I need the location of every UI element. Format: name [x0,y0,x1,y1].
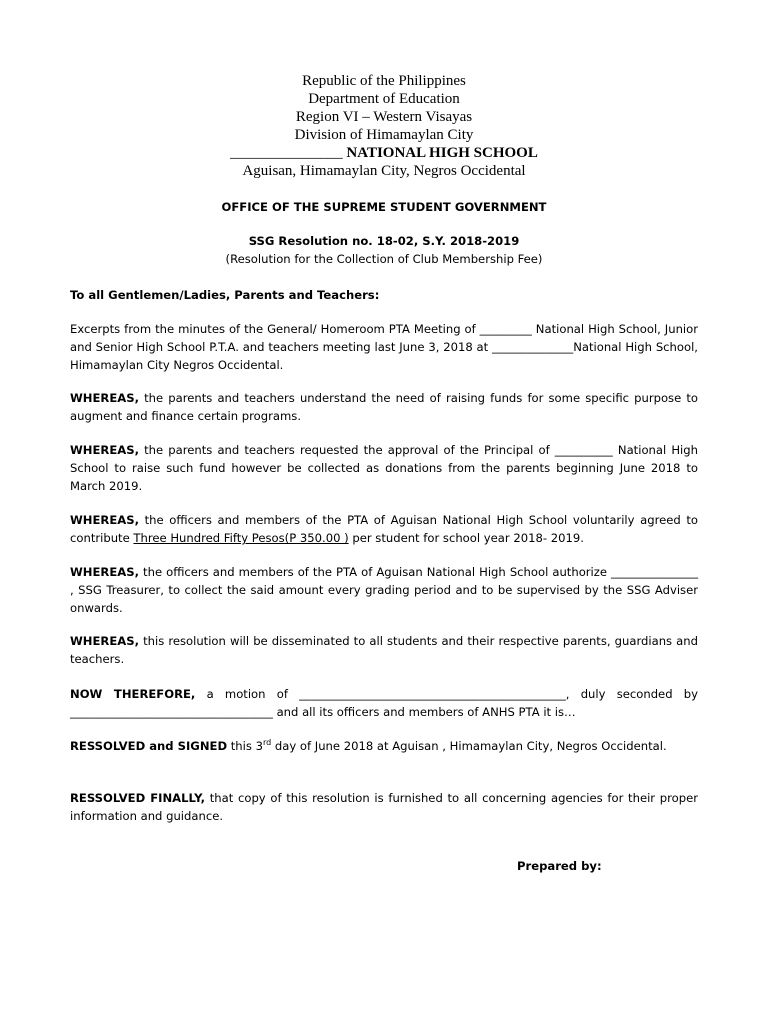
whereas-text: the officers and members of the PTA of Aguisan National High School authorize _______________ , SSG Treasurer, to collect the said amount every grading period and to be supervised by the SSG Adviser onwards. [70,565,698,616]
whereas-text: the parents and teachers understand the need of raising funds for some specific purpose to augment and finance certain programs. [70,391,698,424]
whereas-lead: WHEREAS, [70,513,139,527]
contribution-amount: Three Hundred Fifty Pesos(P 350.00 ) [133,531,349,546]
prepared-by-label: Prepared by: [517,859,602,873]
whereas-paragraph-4 [70,563,698,618]
whereas-paragraph-5 [70,632,698,668]
resolved-signed-lead: RESSOLVED and SIGNED [70,739,228,753]
whereas-text: this resolution will be disseminated to all students and their respective parents, guardians and teachers. [70,634,698,667]
whereas-lead: WHEREAS, [70,565,139,579]
resolution-subject: (Resolution for the Collection of Club Membership Fee) [225,252,543,267]
letterhead-school [0,144,768,162]
letterhead-republic: Republic of the Philippines [302,73,466,89]
resolved-signed-text: this 3 [227,739,263,753]
whereas-text: the parents and teachers requested the approval of the Principal of __________ National High School to raise such fund however be collected as donations from the parents beginning June 2018 to March 2019. [70,443,698,494]
now-therefore-lead: NOW THEREFORE, [70,687,196,701]
resolved-signed-text: day of June 2018 at Aguisan , Himamaylan City, Negros Occidental. [271,739,667,753]
office-title: OFFICE OF THE SUPREME STUDENT GOVERNMENT [221,200,547,214]
letterhead-division: Division of Himamaylan City [294,127,474,143]
resolved-finally-lead: RESSOLVED FINALLY, [70,791,206,805]
resolution-number: SSG Resolution no. 18-02, S.Y. 2018-2019 [248,234,520,248]
excerpt-paragraph: Excerpts from the minutes of the General/ Homeroom PTA Meeting of _________ National High School, Junior and Senior High School P.T.A. and teachers meeting last June 3, 2018 at ______________National High School, Himamaylan City Negros Occidental. [70,322,698,373]
ordinal-suffix: rd [262,738,272,748]
resolved-finally-text: that copy of this resolution is furnished to all concerning agencies for their proper information and guidance. [70,791,699,824]
whereas-paragraph-2 [70,441,698,496]
whereas-text: per student for school year 2018- 2019. [348,531,584,546]
whereas-text: the officers and members of the PTA of Aguisan National High School voluntarily agreed to contribute [70,513,698,546]
now-therefore-text: a motion of ______________________________________________, duly seconded by ___________________________________ and all its officers and members of ANHS PTA it is… [70,687,698,720]
whereas-paragraph-3 [70,511,698,547]
resolution-heading [0,232,768,268]
now-therefore-paragraph [70,685,698,721]
whereas-lead: WHEREAS, [70,391,139,405]
whereas-lead: WHEREAS, [70,443,139,457]
letterhead [0,72,768,180]
letterhead-region: Region VI – Western Visayas [295,109,473,125]
school-name-blank: _______________ [230,145,343,161]
letterhead-department: Department of Education [308,91,460,107]
resolved-signed-paragraph [70,737,698,755]
school-name: NATIONAL HIGH SCHOOL [346,145,538,161]
resolved-finally-paragraph [70,789,698,825]
salutation: To all Gentlemen/Ladies, Parents and Teachers: [70,288,380,302]
whereas-paragraph-1 [70,389,698,425]
letterhead-address: Aguisan, Himamaylan City, Negros Occidental [242,163,526,179]
whereas-lead: WHEREAS, [70,634,139,648]
